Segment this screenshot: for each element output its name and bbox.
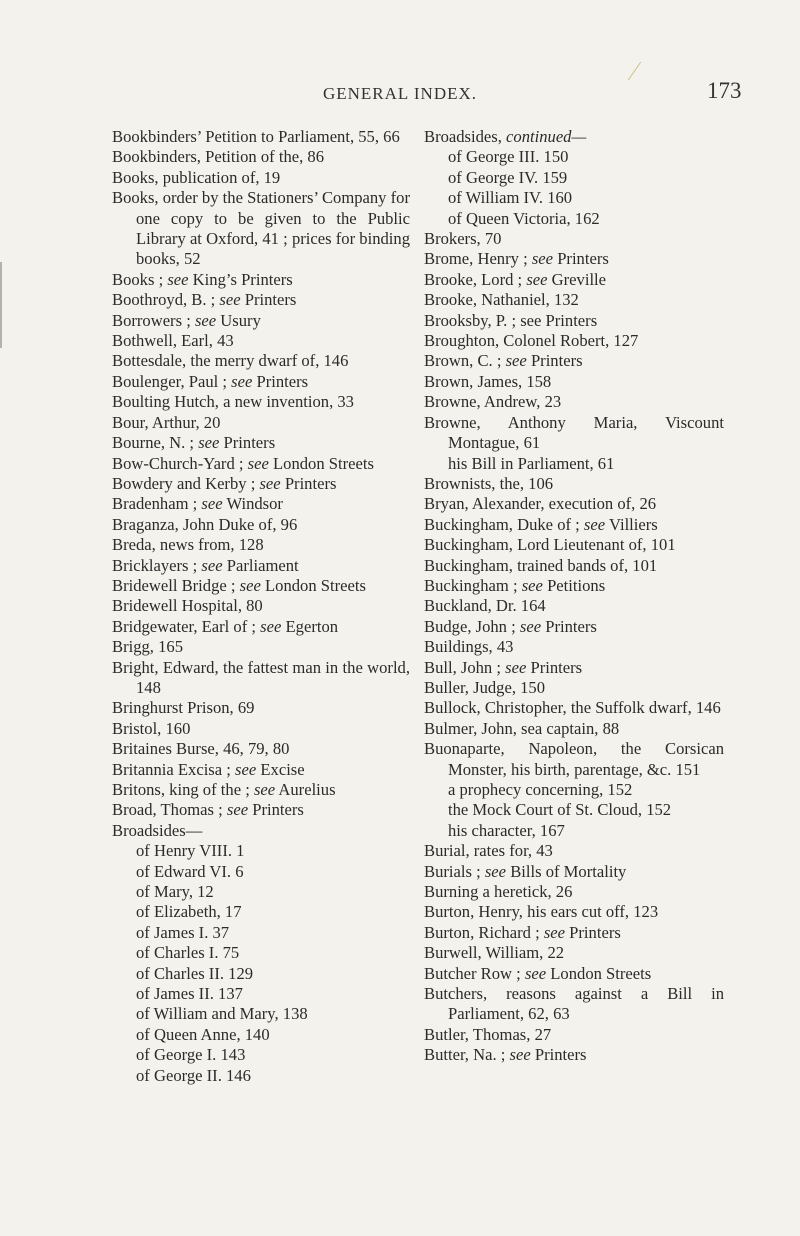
- entry-text: Broadsides,: [424, 127, 507, 146]
- cross-reference-marker: see: [253, 780, 276, 799]
- index-entry: [424, 923, 724, 943]
- index-entry: [112, 719, 410, 739]
- entry-text: Broadsides—: [112, 820, 203, 840]
- index-subentry: [112, 1066, 410, 1086]
- cross-reference-target: Printers: [280, 473, 337, 493]
- entry-text: Burwell, William, 22: [424, 943, 565, 963]
- cross-reference-marker: see: [509, 1045, 531, 1065]
- entry-text: Braganza, John Duke of, 96: [112, 514, 298, 534]
- cross-reference-marker: see: [226, 800, 249, 820]
- entry-text: Brown, C. ;: [424, 351, 506, 371]
- cross-reference-marker: see: [201, 494, 223, 514]
- index-entry: [112, 535, 410, 555]
- cross-reference-marker: see: [198, 433, 220, 453]
- entry-text: Burial, rates for, 43: [424, 841, 553, 861]
- index-entry: [112, 168, 410, 188]
- index-entry: [424, 474, 724, 494]
- entry-text: Burning a heretick, 26: [424, 882, 573, 902]
- index-entry: [424, 719, 724, 739]
- index-entry: [424, 270, 724, 290]
- index-entry: [424, 229, 724, 249]
- index-entry: [424, 576, 724, 596]
- index-entry: [112, 290, 410, 310]
- entry-text: Books, order by the Stationers’ Company for one copy to be given to the Public Library at Oxford, 41 ; prices for binding books, 52: [112, 188, 410, 269]
- entry-text: Borrowers ;: [112, 310, 195, 330]
- index-entry: [112, 351, 410, 371]
- index-entry: [424, 515, 724, 535]
- entry-text: Burials ;: [424, 861, 485, 881]
- entry-text: Bristol, 160: [112, 718, 191, 738]
- entry-text: Britons, king of the ;: [112, 780, 254, 799]
- entry-text: of George II. 146: [136, 1065, 251, 1085]
- entry-text: Bridgewater, Earl of ;: [112, 616, 261, 636]
- index-subentry: [424, 800, 724, 820]
- entry-text: Britaines Burse, 46, 79, 80: [112, 739, 290, 759]
- cross-reference-target: London Streets: [268, 453, 374, 473]
- index-entry: [424, 311, 724, 331]
- cross-reference-target: Printers: [541, 616, 597, 636]
- entry-text: of George IV. 159: [448, 167, 568, 187]
- entry-text: Bricklayers ;: [112, 555, 202, 575]
- entry-text: Bright, Edward, the fattest man in the world, 148: [112, 657, 410, 697]
- cross-reference-marker: see: [505, 657, 527, 677]
- cross-reference-target: Windsor: [222, 494, 283, 514]
- index-entry: [424, 392, 724, 412]
- index-entry: [112, 454, 410, 474]
- index-entry: [112, 474, 410, 494]
- cross-reference-target: London Streets: [546, 963, 652, 983]
- index-entry: [112, 433, 410, 453]
- entry-text: Butter, Na. ;: [424, 1045, 510, 1065]
- cross-reference-marker: see: [543, 922, 566, 942]
- cross-reference-target: Printers: [219, 433, 276, 453]
- index-subentry: [112, 923, 410, 943]
- entry-text: Brooksby, P. ; see Printers: [424, 310, 598, 330]
- entry-text: Buckingham ;: [424, 575, 522, 595]
- entry-text: Bridewell Hospital, 80: [112, 596, 263, 616]
- entry-text: Brooke, Lord ;: [424, 269, 527, 289]
- cross-reference-marker: see: [235, 759, 257, 779]
- cross-reference-target: Printers: [530, 1045, 587, 1065]
- index-entry: [424, 494, 724, 514]
- index-entry: [112, 270, 410, 290]
- cross-reference-target: Villiers: [605, 514, 658, 534]
- index-entry: [112, 413, 410, 433]
- index-entry: [112, 556, 410, 576]
- entry-text: Bowdery and Kerby ;: [112, 473, 260, 493]
- index-subentry: [112, 902, 410, 922]
- index-entry: [424, 1045, 724, 1065]
- cross-reference-marker: see: [201, 555, 223, 575]
- entry-text: Boulting Hutch, a new invention, 33: [112, 392, 354, 412]
- entry-text: Bottesdale, the merry dwarf of, 146: [112, 351, 349, 371]
- index-entry: [424, 290, 724, 310]
- entry-text: Browne, Andrew, 23: [424, 392, 562, 412]
- cross-reference-target: Parliament: [222, 555, 299, 575]
- cross-reference-marker: see: [219, 290, 241, 310]
- entry-text: his Bill in Parliament, 61: [448, 453, 615, 473]
- entry-text: of James II. 137: [136, 984, 243, 1004]
- entry-text: Boothroyd, B. ;: [112, 290, 220, 310]
- entry-text: Buckland, Dr. 164: [424, 596, 546, 616]
- entry-text: of Queen Anne, 140: [136, 1024, 270, 1044]
- entry-text: Brigg, 165: [112, 637, 183, 657]
- index-subentry: [112, 1025, 410, 1045]
- entry-text: Buckingham, Duke of ;: [424, 514, 584, 534]
- index-subentry: [424, 780, 724, 800]
- index-entry: [112, 658, 410, 699]
- index-subentry: [424, 168, 724, 188]
- entry-text: Brokers, 70: [424, 229, 502, 249]
- entry-text: Britannia Excisa ;: [112, 759, 236, 779]
- entry-text: Buildings, 43: [424, 637, 514, 657]
- entry-text: Bow-Church-Yard ;: [112, 453, 248, 473]
- entry-text: Bookbinders’ Petition to Parliament, 55, 66: [112, 127, 400, 146]
- entry-text: of Charles I. 75: [136, 943, 240, 963]
- index-entry: [424, 984, 724, 1025]
- index-entry: [424, 964, 724, 984]
- index-subentry: [112, 841, 410, 861]
- index-entry: [112, 780, 410, 800]
- cross-reference-target: Petitions: [542, 575, 606, 595]
- cross-reference-target: Printers: [240, 290, 297, 310]
- cross-reference-target: Printers: [565, 922, 621, 942]
- index-entry: [112, 821, 410, 841]
- index-entry: [424, 882, 724, 902]
- page-number: 173: [707, 78, 742, 103]
- index-entry: [112, 311, 410, 331]
- index-entry: [424, 413, 724, 454]
- cross-reference-marker: see: [167, 269, 189, 289]
- entry-text: Buonaparte, Napoleon, the Corsican Monster, his birth, parentage, &c. 151: [424, 739, 724, 779]
- entry-text: Burton, Henry, his ears cut off, 123: [424, 902, 659, 922]
- cross-reference-marker: see: [531, 249, 554, 269]
- index-entry: [112, 760, 410, 780]
- cross-reference-marker: see: [519, 616, 542, 636]
- cross-reference-target: Greville: [547, 269, 607, 289]
- index-entry: [424, 556, 724, 576]
- entry-text: Buller, Judge, 150: [424, 677, 546, 697]
- entry-text: of Charles II. 129: [136, 963, 254, 983]
- index-entry: [424, 596, 724, 616]
- index-entry: [112, 617, 410, 637]
- entry-text: Brome, Henry ;: [424, 249, 532, 269]
- entry-text: Broughton, Colonel Robert, 127: [424, 331, 639, 351]
- index-subentry: [112, 1045, 410, 1065]
- index-subentry: [112, 882, 410, 902]
- cross-reference-marker: see: [260, 616, 282, 636]
- index-entry: [112, 494, 410, 514]
- index-subentry: [112, 984, 410, 1004]
- cross-reference-marker: see: [194, 310, 217, 330]
- entry-text: Buckingham, trained bands of, 101: [424, 555, 658, 575]
- entry-text: of Elizabeth, 17: [136, 902, 242, 922]
- entry-text: of Mary, 12: [136, 882, 214, 902]
- index-entry: [112, 147, 410, 167]
- entry-text: Butler, Thomas, 27: [424, 1024, 552, 1044]
- cross-reference-marker: see: [524, 963, 547, 983]
- index-entry: [112, 127, 410, 147]
- entry-text: of Queen Victoria, 162: [448, 208, 600, 228]
- entry-text: Brownists, the, 106: [424, 473, 554, 493]
- index-subentry: [424, 147, 724, 167]
- index-entry: [112, 372, 410, 392]
- index-entry: [424, 331, 724, 351]
- index-subentry: [424, 821, 724, 841]
- index-subentry: [424, 454, 724, 474]
- index-entry: [424, 698, 724, 718]
- cross-reference-target: Usury: [216, 310, 261, 330]
- index-column-right: [424, 127, 724, 1066]
- index-entry: [424, 841, 724, 861]
- entry-text: Bour, Arthur, 20: [112, 412, 221, 432]
- cross-reference-marker: see: [259, 473, 281, 493]
- entry-text: Breda, news from, 128: [112, 535, 264, 555]
- entry-text: Brown, James, 158: [424, 371, 552, 391]
- entry-text: Boulenger, Paul ;: [112, 371, 232, 391]
- entry-text: Books ;: [112, 269, 168, 289]
- index-entry: [424, 372, 724, 392]
- entry-text: Bringhurst Prison, 69: [112, 698, 255, 718]
- cross-reference-target: Printers: [553, 249, 609, 269]
- entry-text: Bothwell, Earl, 43: [112, 331, 234, 351]
- entry-text: Bull, John ;: [424, 657, 506, 677]
- entry-text: of James I. 37: [136, 922, 230, 942]
- cross-reference-target: Excise: [256, 759, 305, 779]
- index-entry: [112, 596, 410, 616]
- index-entry: [112, 188, 410, 270]
- cross-reference-marker: see: [526, 269, 548, 289]
- entry-text: of George I. 143: [136, 1045, 246, 1065]
- entry-text: the Mock Court of St. Cloud, 152: [448, 800, 672, 820]
- index-entry: [424, 902, 724, 922]
- index-entry: [424, 678, 724, 698]
- entry-text: Budge, John ;: [424, 616, 520, 636]
- index-entry: [424, 637, 724, 657]
- index-entry: [424, 249, 724, 269]
- entry-text: Bookbinders, Petition of the, 86: [112, 147, 325, 167]
- index-entry: [112, 515, 410, 535]
- entry-text: of William and Mary, 138: [136, 1004, 308, 1024]
- entry-text: Burton, Richard ;: [424, 922, 544, 942]
- cross-reference-target: London Streets: [260, 575, 366, 595]
- entry-text: of George III. 150: [448, 147, 569, 167]
- index-entry: [424, 351, 724, 371]
- index-subentry: [112, 1004, 410, 1024]
- cross-reference-marker: see: [247, 453, 269, 473]
- cross-reference-target: Printers: [252, 371, 309, 391]
- index-column-left: [112, 127, 410, 1086]
- cross-reference-marker: see: [521, 575, 543, 595]
- entry-text: Bryan, Alexander, execution of, 26: [424, 494, 657, 514]
- index-entry: [112, 392, 410, 412]
- cross-reference-marker: see: [505, 351, 527, 371]
- cross-reference-target: Egerton: [281, 616, 339, 636]
- entry-text: his character, 167: [448, 820, 565, 840]
- index-entry: [424, 862, 724, 882]
- cross-reference-target: Printers: [248, 800, 304, 820]
- entry-text: Brooke, Nathaniel, 132: [424, 290, 579, 310]
- index-subentry: [424, 209, 724, 229]
- entry-text: Books, publication of, 19: [112, 167, 281, 187]
- cross-reference-marker: see: [239, 575, 261, 595]
- index-subentry: [424, 188, 724, 208]
- index-entry: [112, 739, 410, 759]
- entry-text: Bourne, N. ;: [112, 433, 199, 453]
- cross-reference-marker: see: [231, 371, 253, 391]
- cross-reference-marker: see: [583, 514, 606, 534]
- entry-text: of Henry VIII. 1: [136, 841, 245, 861]
- index-entry: [424, 127, 724, 147]
- entry-text: Bridewell Bridge ;: [112, 575, 240, 595]
- pencil-mark: [628, 62, 641, 81]
- index-subentry: [112, 862, 410, 882]
- running-title: GENERAL INDEX.: [322, 84, 478, 103]
- cross-reference-marker: continued—: [506, 127, 587, 146]
- index-entry: [424, 535, 724, 555]
- cross-reference-marker: see: [484, 861, 507, 881]
- cross-reference-target: Bills of Mortality: [506, 861, 627, 881]
- index-entry: [424, 1025, 724, 1045]
- index-entry: [112, 331, 410, 351]
- entry-text: of Edward VI. 6: [136, 861, 244, 881]
- index-entry: [112, 637, 410, 657]
- index-entry: [424, 943, 724, 963]
- entry-text: Bullock, Christopher, the Suffolk dwarf, 146: [424, 698, 721, 718]
- index-entry: [424, 739, 724, 780]
- entry-text: Butchers, reasons against a Bill in Parliament, 62, 63: [424, 984, 724, 1024]
- index-subentry: [112, 943, 410, 963]
- entry-text: Browne, Anthony Maria, Viscount Montague, 61: [424, 412, 724, 453]
- entry-text: Buckingham, Lord Lieutenant of, 101: [424, 535, 676, 555]
- binding-shadow: [0, 262, 2, 348]
- index-entry: [112, 800, 410, 820]
- entry-text: of William IV. 160: [448, 188, 573, 208]
- entry-text: a prophecy concerning, 152: [448, 780, 633, 799]
- index-entry: [424, 658, 724, 678]
- entry-text: Broad, Thomas ;: [112, 800, 227, 820]
- entry-text: Bulmer, John, sea captain, 88: [424, 718, 620, 738]
- entry-text: Bradenham ;: [112, 494, 202, 514]
- cross-reference-target: Aurelius: [275, 780, 336, 799]
- cross-reference-target: Printers: [526, 351, 583, 371]
- index-entry: [112, 576, 410, 596]
- index-entry: [112, 698, 410, 718]
- index-entry: [424, 617, 724, 637]
- entry-text: Butcher Row ;: [424, 963, 525, 983]
- index-subentry: [112, 964, 410, 984]
- cross-reference-target: Printers: [526, 657, 583, 677]
- cross-reference-target: King’s Printers: [188, 269, 293, 289]
